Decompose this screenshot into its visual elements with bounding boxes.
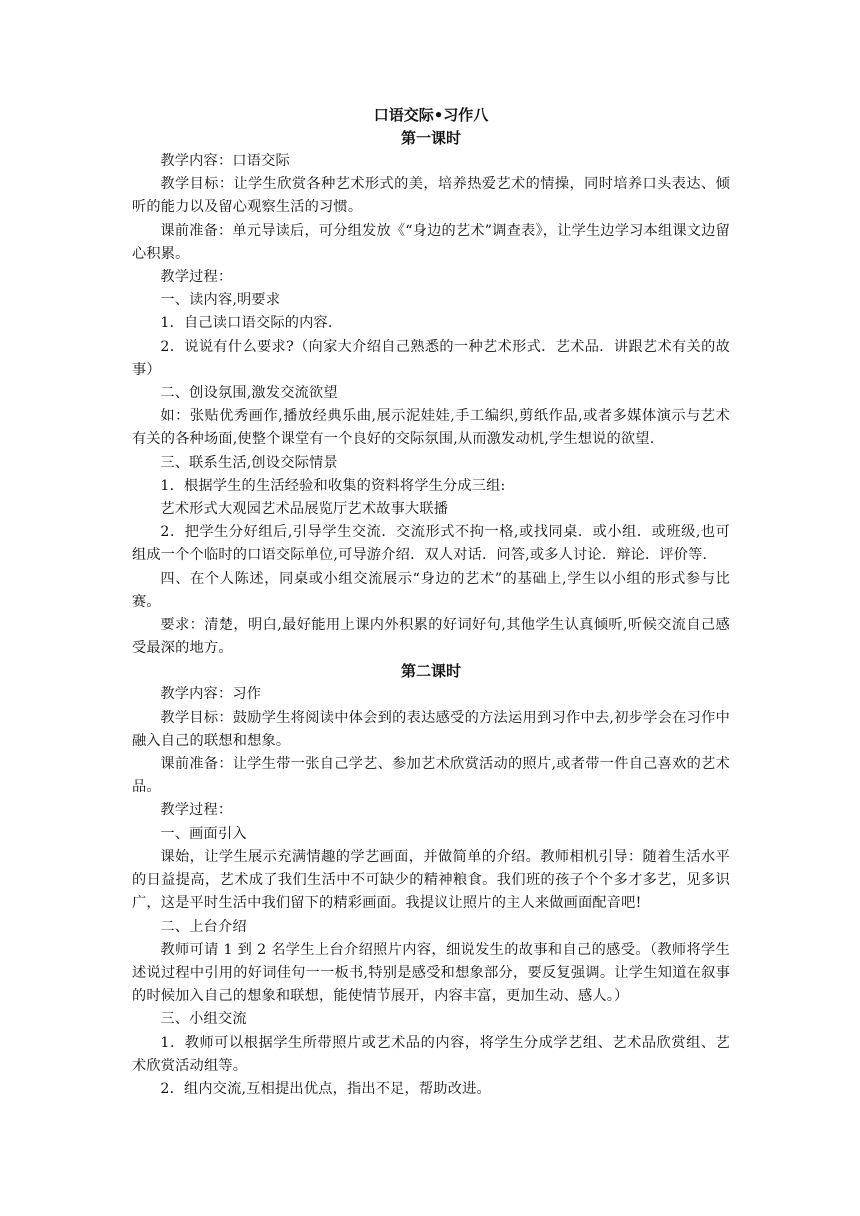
paragraph: 课前准备：单元导读后，可分组发放《“身边的艺术”调查表》，让学生边学习本组课文边留心积累。 (132, 222, 730, 262)
paragraph: 2．说说有什么要求?（向家大介绍自己熟悉的一种艺术形式．艺术品．讲跟艺术有关的故事） (132, 338, 730, 378)
lesson2-heading: 第二课时 (400, 662, 461, 681)
lesson1-body (132, 150, 730, 660)
lesson2-body (132, 683, 730, 1101)
paragraph: 教学目标：鼓励学生将阅读中体会到的表达感受的方法运用到习作中去,初步学会在习作中融入自己的联想和想象。 (132, 709, 730, 749)
paragraph: 教学目标：让学生欣赏各种艺术形式的美，培养热爱艺术的情操，同时培养口头表达、倾听的能力以及留心观察生活的习惯。 (132, 176, 730, 216)
paragraph: 教学过程： (160, 269, 233, 286)
paragraph: 教师可请 1 到 2 名学生上台介绍照片内容，细说发生的故事和自己的感受。（教师将学生述说过程中引用的好词佳句一一板书,特别是感受和想象部分，要反复强调。让学生知道在叙事的时候加入自己的想象和联想，能使情节展开，内容丰富，更加生动、感人。） (132, 941, 730, 1005)
paragraph: 三、联系生活,创设交际情景 (160, 454, 338, 471)
paragraph: 1．教师可以根据学生所带照片或艺术品的内容，将学生分成学艺组、艺术品欣赏组、艺术欣赏活动组等。 (132, 1034, 730, 1074)
paragraph: 1．自己读口语交际的内容. (160, 315, 333, 332)
paragraph: 二、上台介绍 (160, 918, 247, 935)
paragraph: 一、读内容,明要求 (160, 292, 281, 309)
paragraph: 课前准备：让学生带一张自己学艺、参加艺术欣赏活动的照片,或者带一件自己喜欢的艺术品。 (132, 756, 730, 796)
paragraph: 2．组内交流,互相提出优点，指出不足，帮助改进。 (160, 1080, 491, 1097)
paragraph: 教学内容：习作 (160, 686, 262, 703)
paragraph: 要求：清楚，明白,最好能用上课内外积累的好词好句,其他学生认真倾听,听候交流自己感受最深的地方。 (132, 617, 730, 657)
paragraph: 三、小组交流 (160, 1011, 247, 1028)
document-title: 口语交际•习作八 (373, 106, 489, 124)
paragraph: 二、创设氛围,激发交流欲望 (160, 385, 338, 402)
paragraph: 一、画面引入 (160, 825, 247, 842)
paragraph: 如：张贴优秀画作,播放经典乐曲,展示泥娃娃,手工编织,剪纸作品,或者多媒体演示与艺术有关的各种场面,使整个课堂有一个良好的交际氛围,从而激发动机,学生想说的欲望. (132, 408, 730, 448)
paragraph: 教学过程： (160, 802, 233, 819)
paragraph: 四、在个人陈述，同桌或小组交流展示“身边的艺术”的基础上,学生以小组的形式参与比赛。 (132, 570, 730, 610)
lesson1-heading: 第一课时 (400, 129, 461, 147)
paragraph: 2．把学生分好组后,引导学生交流．交流形式不拘一格,或找同桌．或小组．或班级,也可组成一个个临时的口语交际单位,可导游介绍．双人对话．问答,或多人讨论．辩论．评价等. (132, 524, 730, 564)
paragraph: 课始，让学生展示充满情趣的学艺画面，并做简单的介绍。教师相机引导：随着生活水平的日益提高，艺术成了我们生活中不可缺少的精神粮食。我们班的孩子个个多才多艺，见多识广，这是平时生活中我们留下的精彩画面。我提议让照片的主人来做画面配音吧! (132, 848, 730, 912)
document-page (132, 104, 730, 1101)
paragraph: 1．根据学生的生活经验和收集的资料将学生分成三组: (160, 477, 506, 494)
paragraph: 艺术形式大观园艺术品展览厅艺术故事大联播 (160, 501, 449, 518)
paragraph: 教学内容：口语交际 (160, 153, 290, 169)
